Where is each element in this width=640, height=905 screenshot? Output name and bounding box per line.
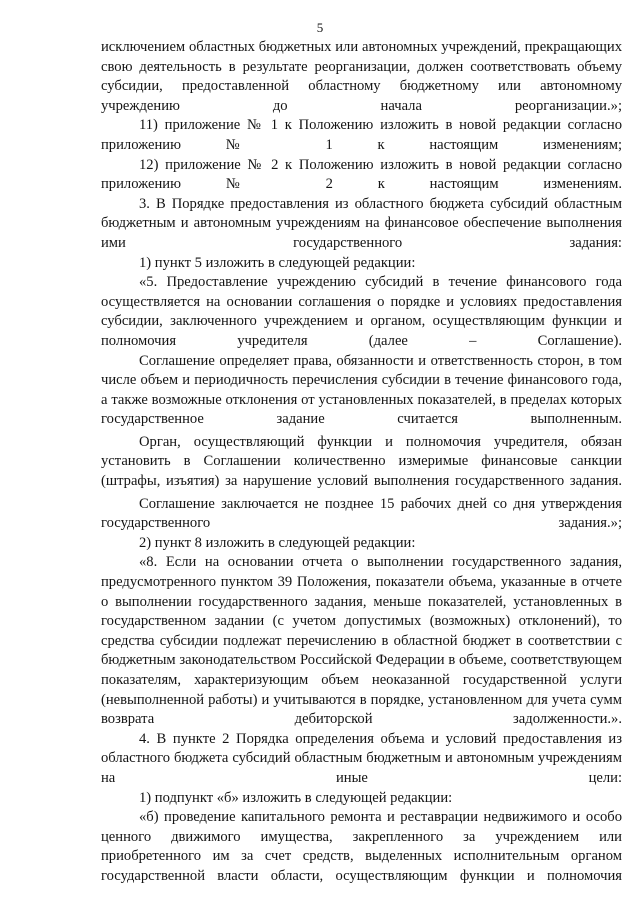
page-number: 5 [316, 20, 324, 35]
paragraph-subpoint-b-intro: 1) подпункт «б» изложить в следующей редакции: [139, 789, 453, 806]
paragraph-point-5-text: «5. Предоставление учреждению субсидий в течение финансового года осуществляется на основании соглашения о порядке и условиях предоставления субсидии, заключенного учреждением и органом, осуществляющим функции и полномочия учредителя (далее – Соглашение). [101, 274, 622, 349]
document-body [101, 38, 622, 887]
paragraph-item-12: 12) приложение № 2 к Положению изложить в новой редакции согласно приложению № 2 к настоящим изменениям. [101, 156, 622, 193]
paragraph-item-11: 11) приложение № 1 к Положению изложить в новой редакции согласно приложению № 1 к настоящим изменениям; [101, 117, 622, 153]
paragraph-agreement-sanctions: Орган, осуществляющий функции и полномочия учредителя, обязан установить в Соглашении количественно измеримые финансовые санкции (штрафы, изъятия) за нарушение условий выполнения государственного задания. [101, 433, 622, 490]
paragraph-section-4: 4. В пункте 2 Порядка определения объема и условий предоставления из областного бюджета субсидий областным бюджетным и автономным учреждениям на иные цели: [101, 730, 622, 786]
paragraph-point-8-intro: 2) пункт 8 изложить в следующей редакции: [139, 534, 416, 551]
paragraph-section-3: 3. В Порядке предоставления из областного бюджета субсидий областным бюджетным и автономным учреждениям на финансовое обеспечение выполнения ими государственного задания: [101, 195, 622, 251]
paragraph-point-5-intro: 1) пункт 5 изложить в следующей редакции: [139, 254, 416, 271]
paragraph-reorganization-end: исключением областных бюджетных или автономных учреждений, прекращающих свою деятельность в результате реорганизации, должен соответствовать объему субсидии, предоставленной областному бюджетному или автономному учреждению до начала реорганизации.»; [101, 39, 622, 114]
paragraph-agreement-deadline: Соглашение заключается не позднее 15 рабочих дней со дня утверждения государственного задания.»; [101, 495, 622, 532]
paragraph-point-8-text: «8. Если на основании отчета о выполнении государственного задания, предусмотренного пунктом 39 Положения, показатели объема, указанные в отчете о выполнении государственного задания, меньше показателей, установленных в государственном задании (с учетом допустимых (возможных) отклонений), то средства субсидии подлежат перечислению в областной бюджет в соответствии с бюджетным законодательством Российской Федерации в объеме, соответствующем показателям, характеризующим объем неоказанной государственной услуги (невыполненной работы) и учитываются в порядке, установленном для учета сумм возврата дебиторской задолженности.». [101, 554, 622, 728]
paragraph-agreement-rights: Соглашение определяет права, обязанности и ответственность сторон, в том числе объем и периодичность перечисления субсидии в течение финансового года, а также возможные отклонения от установленных показателей, в пределах которых государственное задание считается выполненным. [101, 352, 622, 428]
paragraph-subpoint-b-text: «б) проведение капитального ремонта и реставрации недвижимого и особо ценного движимого имущества, закрепленного за учреждением или приобретенного им за счет средств, выделенных исполнительным органом государственной власти области, осуществляющим функции и полномочия [101, 809, 622, 884]
